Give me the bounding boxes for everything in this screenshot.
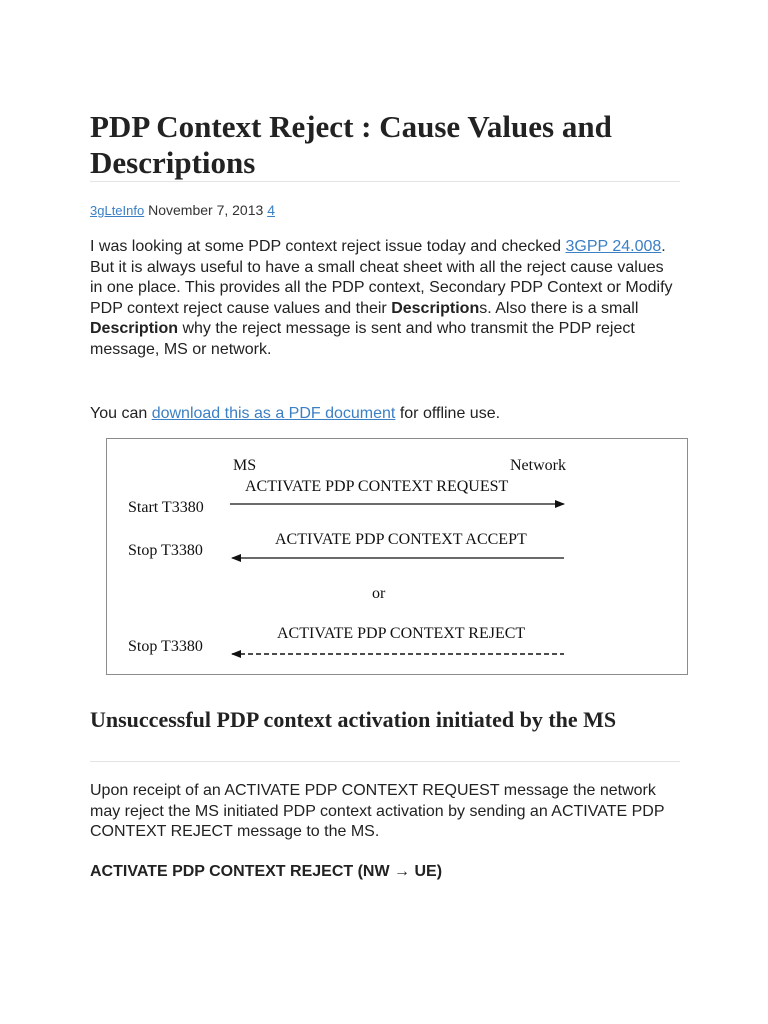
download-text-before: You can (90, 405, 152, 422)
stop-timer-label-2: Stop T3380 (128, 638, 203, 655)
pdp-flow-diagram (106, 438, 688, 675)
article-title: PDP Context Reject : Cause Values and Descriptions (90, 109, 612, 180)
section-divider (90, 761, 680, 762)
intro-paragraph (90, 237, 680, 361)
or-label: or (372, 585, 386, 602)
download-text-after: for offline use. (395, 405, 501, 422)
request-message-label: ACTIVATE PDP CONTEXT REQUEST (245, 478, 509, 495)
download-pdf-link[interactable]: download this as a PDF document (151, 405, 396, 422)
intro-text-4: why the reject message is sent and who transmit the PDP reject message, MS or network. (90, 320, 635, 358)
download-paragraph (90, 404, 680, 425)
intro-text-2: . But it is always useful to have a small cheat sheet with all the reject cause values in one place. This provides all the PDP context, Secondary PDP Context or Modify PDP context reject cause values and their (90, 238, 673, 317)
intro-bold-1: Description (391, 299, 480, 317)
stop-timer-label-1: Stop T3380 (128, 542, 203, 559)
section-heading: Unsuccessful PDP context activation initiated by the MS (90, 707, 617, 732)
start-timer-label: Start T3380 (128, 499, 204, 516)
accept-message-label: ACTIVATE PDP CONTEXT ACCEPT (275, 531, 527, 548)
section-body: Upon receipt of an ACTIVATE PDP CONTEXT REQUEST message the network may reject the MS initiated PDP context activation by sending an ACTIVATE PDP CONTEXT REJECT message to the MS. (90, 782, 665, 841)
reject-message-subheading: ACTIVATE PDP CONTEXT REJECT (NW → UE) (90, 863, 443, 880)
intro-text-1: I was looking at some PDP context reject issue today and checked (90, 238, 566, 255)
publish-date: November 7, 2013 (148, 202, 264, 218)
3gpp-spec-link[interactable]: 3GPP 24.008 (565, 238, 662, 255)
comments-count-link[interactable]: 4 (267, 202, 275, 218)
title-divider (90, 181, 680, 182)
author-link[interactable]: 3gLteInfo (90, 203, 145, 218)
article-meta (90, 201, 275, 220)
ms-entity-label: MS (233, 457, 257, 474)
intro-bold-2: Description (90, 320, 179, 338)
intro-text-3: s. Also there is a small (479, 299, 639, 317)
sequence-diagram-svg (107, 439, 687, 674)
reject-message-label: ACTIVATE PDP CONTEXT REJECT (277, 625, 526, 642)
network-entity-label: Network (510, 457, 566, 474)
